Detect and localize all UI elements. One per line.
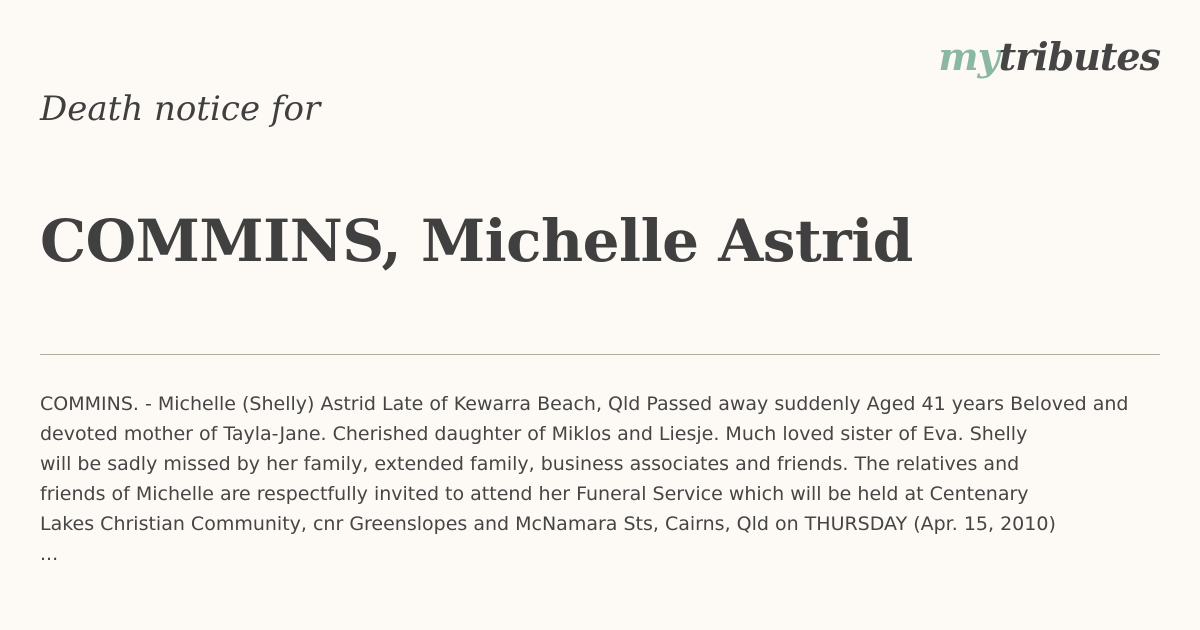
notice-ellipsis: ... xyxy=(40,543,59,565)
notice-line: will be sadly missed by her family, extended family, business associates and friends. The relatives and xyxy=(40,453,1020,475)
notice-type-label: Death notice for xyxy=(40,89,321,129)
logo-prefix: my xyxy=(938,34,999,79)
notice-line: Lakes Christian Community, cnr Greenslopes and McNamara Sts, Cairns, Qld on THURSDAY (Apr. 15, 2010) xyxy=(40,513,1056,535)
notice-line: friends of Michelle are respectfully invited to attend her Funeral Service which will be held at Centenary xyxy=(40,483,1029,505)
notice-text xyxy=(40,389,1160,569)
mytributes-logo[interactable] xyxy=(938,34,1160,79)
notice-line: devoted mother of Tayla-Jane. Cherished daughter of Miklos and Liesje. Much loved sister of Eva. Shelly xyxy=(40,423,1028,445)
notice-line: COMMINS. - Michelle (Shelly) Astrid Late of Kewarra Beach, Qld Passed away suddenly Aged 41 years Beloved and xyxy=(40,393,1129,415)
divider xyxy=(40,354,1160,355)
logo-name: tributes xyxy=(998,34,1160,79)
deceased-name-title: COMMINS, Michelle Astrid xyxy=(40,207,913,275)
